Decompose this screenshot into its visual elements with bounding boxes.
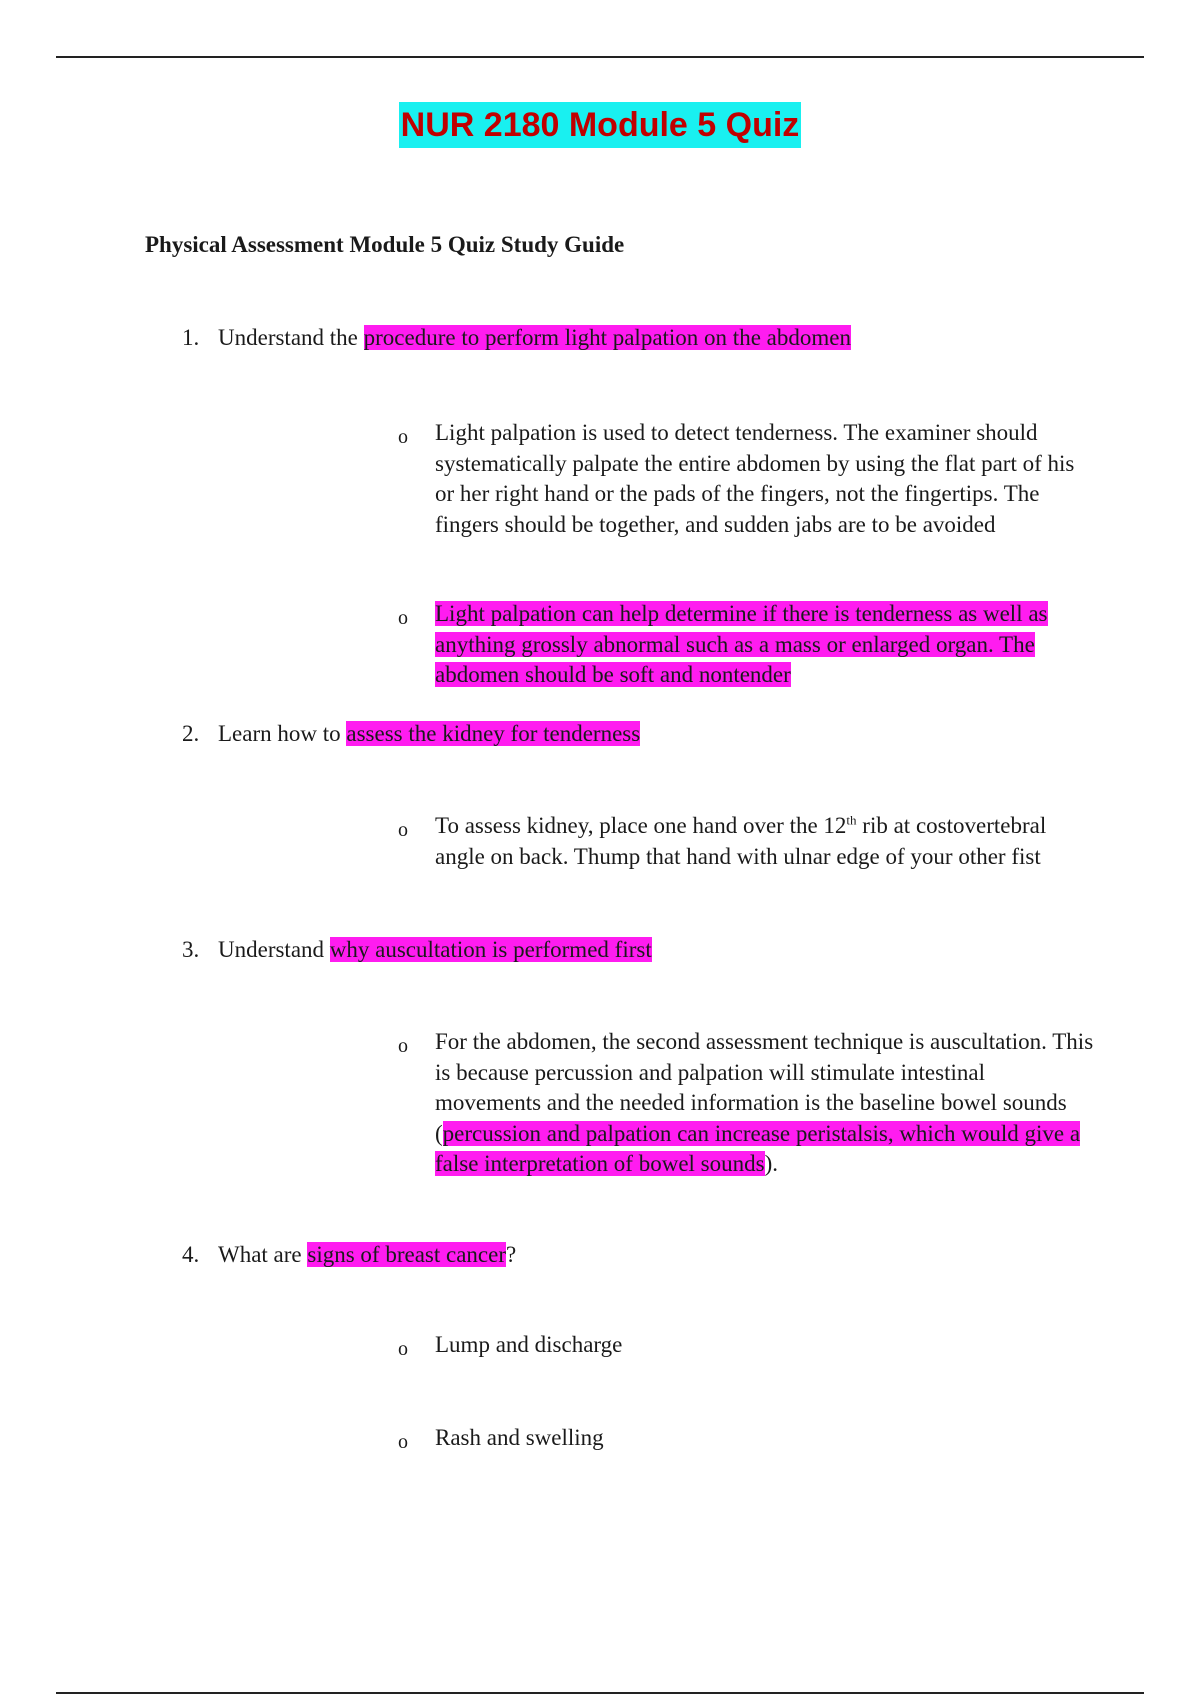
question-text: Learn how to assess the kidney for tenderness <box>218 721 641 746</box>
question-number: 1. <box>182 325 200 350</box>
highlighted-text: why auscultation is performed first <box>329 937 652 962</box>
question-text: What are signs of breast cancer? <box>218 1242 517 1267</box>
bullet-icon: o <box>398 426 408 448</box>
bullet-icon: o <box>398 1431 408 1453</box>
highlighted-text: procedure to perform light palpation on the abdomen <box>363 325 851 350</box>
answer-paragraph: Rash and swelling <box>435 1425 604 1450</box>
question-number: 4. <box>182 1242 200 1267</box>
top-rule <box>56 56 1144 58</box>
question-number: 2. <box>182 721 200 746</box>
highlighted-text: Light palpation can help determine if there is tenderness as well as anything grossly abnormal such as a mass or enlarged organ. The abdomen should be soft and nontender <box>435 601 1048 687</box>
answer-paragraph: For the abdomen, the second assessment technique is auscultation. This is because percussion and palpation will stimulate intestinal movements and the needed information is the baseline bowel sounds (percussion and palpation can increase peristalsis, which would give a false interpretation of bowel sounds). <box>435 1029 1094 1176</box>
highlighted-text: signs of breast cancer <box>307 1242 507 1267</box>
answer-paragraph: To assess kidney, place one hand over the 12th rib at costovertebral angle on back. Thump that hand with ulnar edge of your other fist <box>435 812 1047 869</box>
answer-paragraph <box>435 599 1095 691</box>
answer-paragraph: Light palpation is used to detect tenderness. The examiner should systematically palpate the entire abdomen by using the flat part of his or her right hand or the pads of the fingers, not the fingertips. The fingers should be together, and sudden jabs are to be avoided <box>435 420 1075 537</box>
highlighted-text: assess the kidney for tenderness <box>346 721 641 746</box>
question-number: 3. <box>182 937 200 962</box>
bullet-icon: o <box>398 1035 408 1057</box>
bullet-icon: o <box>398 1338 408 1360</box>
question-text: Understand the procedure to perform light palpation on the abdomen <box>218 325 851 350</box>
bullet-icon: o <box>398 819 408 841</box>
document-subtitle: Physical Assessment Module 5 Quiz Study Guide <box>145 232 625 257</box>
page-title: NUR 2180 Module 5 Quiz <box>399 102 802 148</box>
question-text: Understand why auscultation is performed first <box>218 937 652 962</box>
bottom-rule <box>56 1692 1144 1694</box>
bullet-icon: o <box>398 607 408 629</box>
answer-paragraph: Lump and discharge <box>435 1332 623 1357</box>
highlighted-text: percussion and palpation can increase peristalsis, which would give a false interpretation of bowel sounds <box>435 1120 1081 1176</box>
